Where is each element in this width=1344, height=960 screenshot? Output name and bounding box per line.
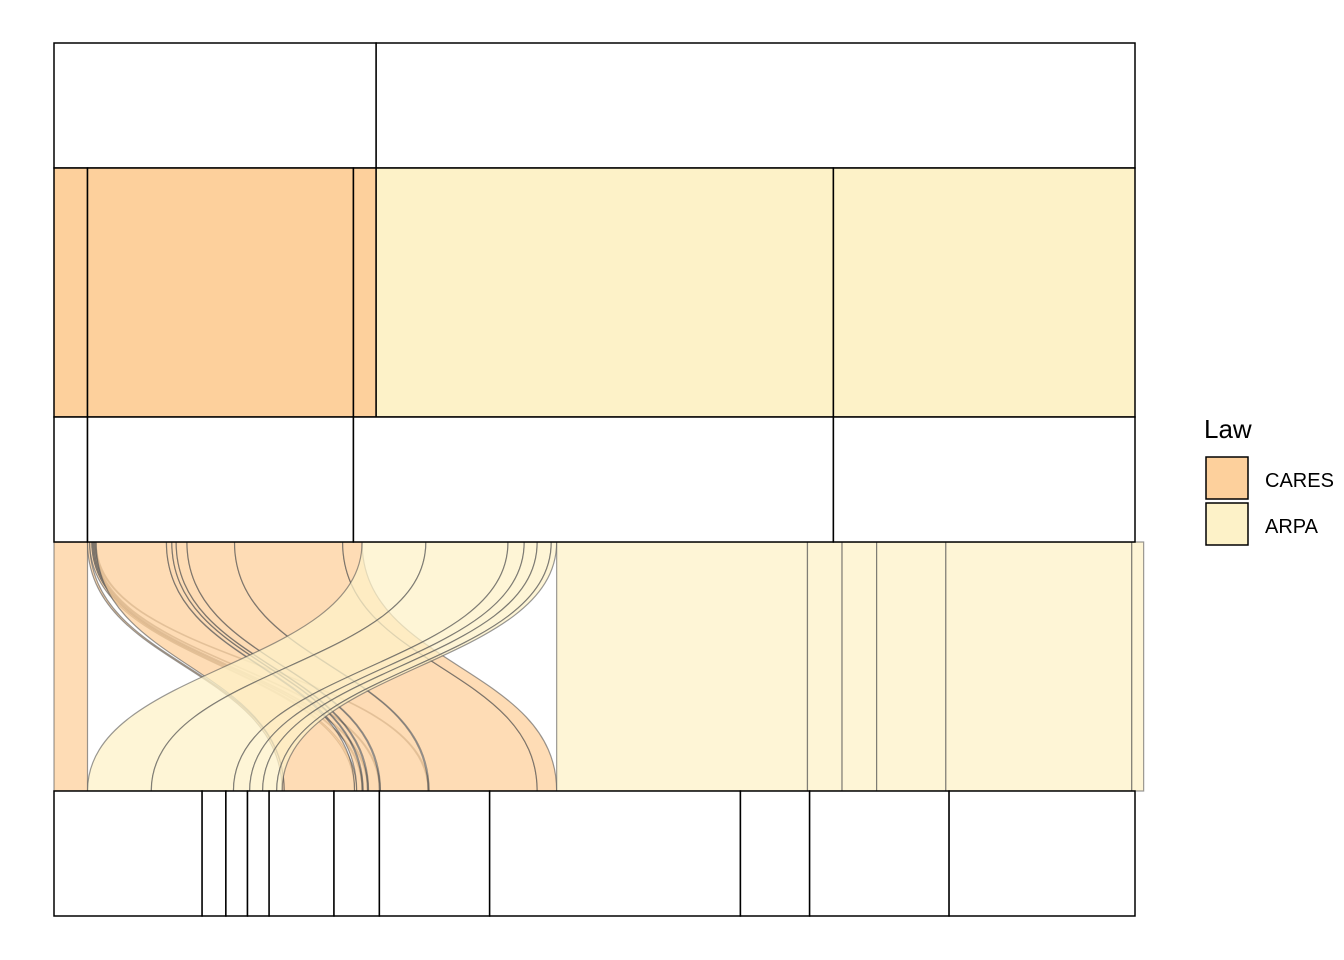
legend (1204, 414, 1334, 545)
stratum-axis-4-4 (247, 791, 269, 916)
stratum-axis-3-2 (88, 417, 354, 542)
stratum-axis-4-6 (334, 791, 379, 916)
stratum-axis-4-2 (202, 791, 226, 916)
flow-arpa-22 (807, 542, 842, 791)
stratum-axis-4-7 (379, 791, 489, 916)
legend-label-arpa: ARPA (1265, 516, 1318, 538)
stratum-axis-2-3 (353, 168, 376, 417)
stratum-axis-2-1 (54, 168, 88, 417)
flow-arpa-25 (946, 542, 1132, 791)
legend-swatch-arpa (1206, 503, 1248, 545)
stratum-axis-3-1 (54, 417, 88, 542)
stratum-axis-1-2 (376, 43, 1135, 168)
stratum-axis-4-3 (226, 791, 248, 916)
flow-arpa-26 (1132, 542, 1144, 791)
stratum-axis-2-5 (833, 168, 1135, 417)
stratum-axis-1-1 (54, 43, 376, 168)
flows-layer (54, 542, 1144, 791)
stratum-axis-4-11 (949, 791, 1135, 916)
flow-arpa-23 (842, 542, 877, 791)
stratum-axis-4-9 (740, 791, 809, 916)
stratum-axis-3-3 (353, 417, 833, 542)
stratum-axis-2-2 (88, 168, 354, 417)
stratum-axis-4-1 (54, 791, 202, 916)
legend-title: Law (1204, 414, 1252, 444)
flow-arpa-24 (877, 542, 946, 791)
flow-cares-1 (54, 542, 88, 791)
stratum-axis-2-4 (376, 168, 833, 417)
stratum-axis-4-8 (490, 791, 741, 916)
flow-arpa-21 (557, 542, 808, 791)
stratum-axis-4-10 (810, 791, 949, 916)
legend-label-cares: CARES (1265, 470, 1334, 492)
legend-swatch-cares (1206, 457, 1248, 499)
stratum-axis-4-5 (269, 791, 334, 916)
stratum-axis-3-4 (833, 417, 1135, 542)
